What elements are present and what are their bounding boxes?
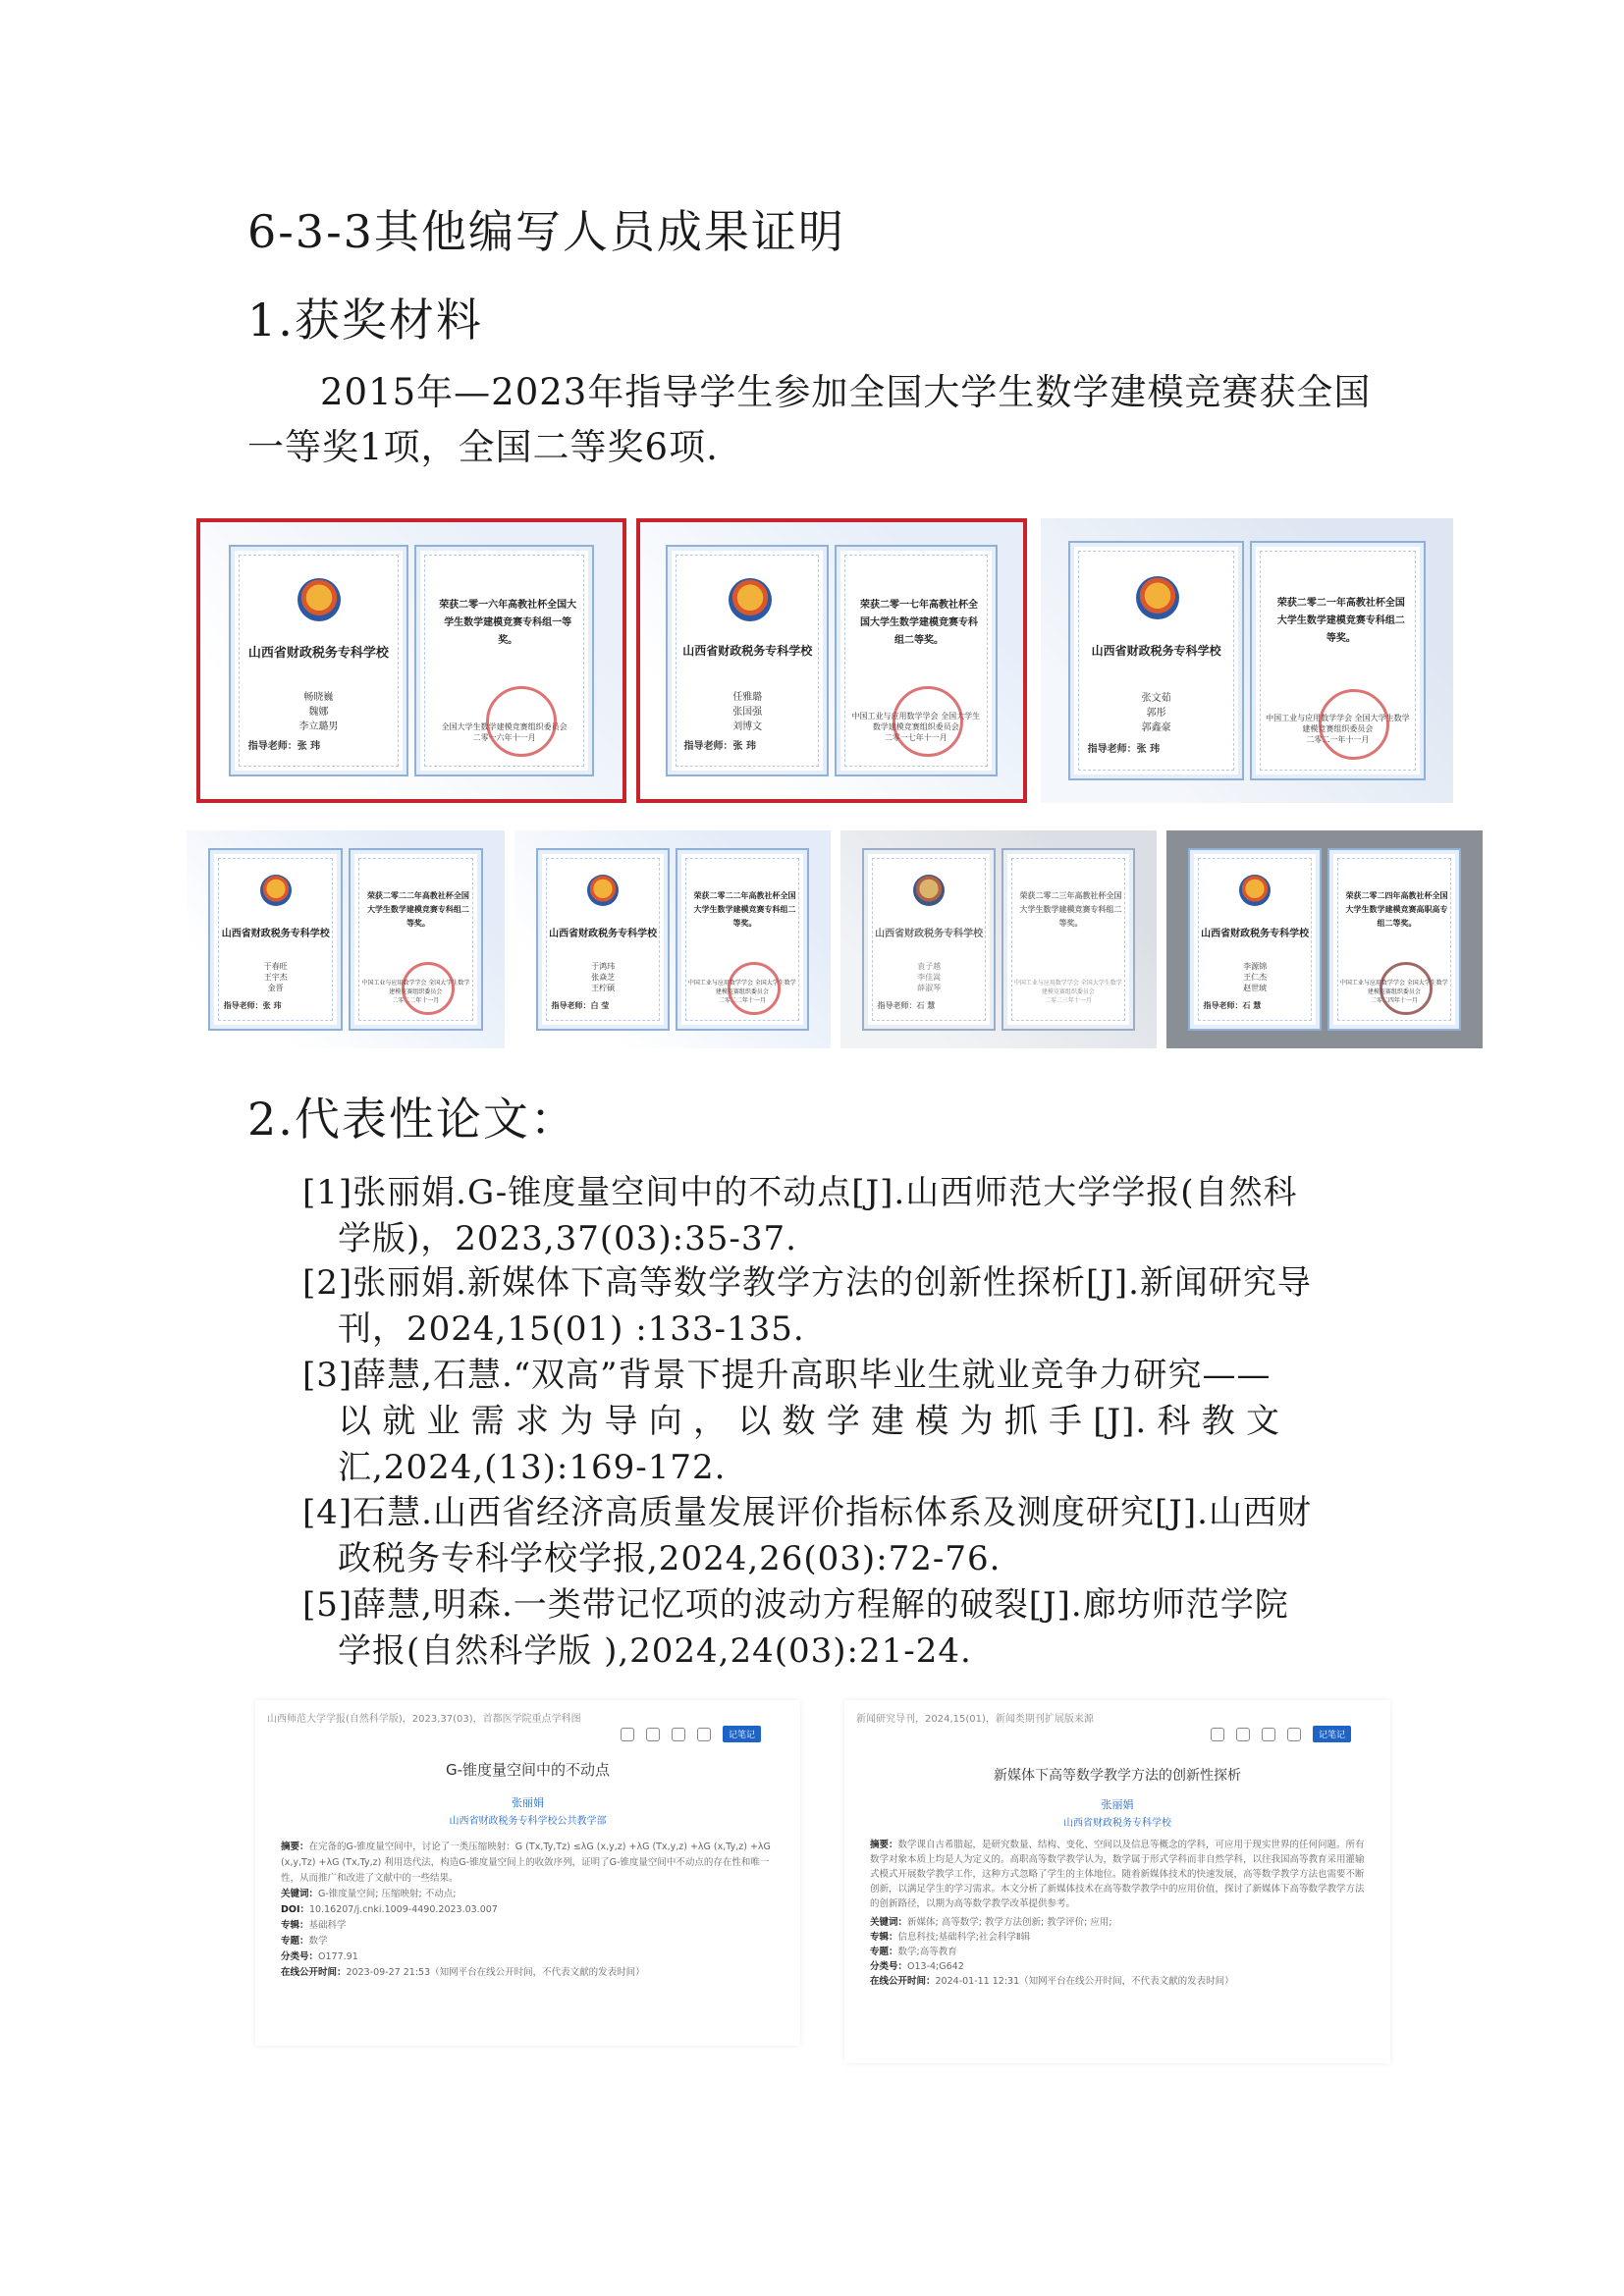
reference-line: [3]薛慧,石慧.“双高”背景下提升高职毕业生就业竞争力研究—— [302, 1356, 1272, 1395]
cert-student: 王宇杰 [263, 972, 288, 982]
certificate-4 [187, 830, 505, 1048]
cumcm-logo-icon [298, 578, 341, 621]
quote-icon[interactable] [1287, 1728, 1301, 1741]
cert-student: 任雅璐 [732, 691, 763, 703]
cert-student: 张文茹 [1141, 692, 1171, 704]
cert-student: 郭鑫豪 [1141, 721, 1171, 733]
quote-icon[interactable] [697, 1728, 711, 1741]
cert-students [877, 961, 980, 993]
cert-teacher: 指导老师：张 玮 [223, 1001, 282, 1010]
online-label: 在线公开时间： [870, 1976, 936, 1987]
cert-date: 二零二一年十一月 [1306, 735, 1370, 745]
class-row [281, 1949, 775, 1965]
cert-award: 荣获二零一七年高教社杯全国大学生数学建模竞赛专科组二等奖。 [860, 599, 979, 646]
cert-student: 赵世琥 [1243, 983, 1268, 992]
cert-date: 二零一七年十一月 [884, 732, 947, 742]
topic-label: 专题： [870, 1947, 898, 1957]
abstract-label: 摘要： [870, 1840, 898, 1850]
cert-award: 荣获二零一六年高教社杯全国大学生数学建模竞赛专科组一等奖。 [439, 599, 577, 646]
red-seal-icon [1319, 689, 1389, 760]
awards-summary [247, 365, 1406, 475]
class-label: 分类号： [870, 1961, 908, 1972]
papers-heading: 2.代表性论文： [247, 1093, 577, 1146]
cert-school: 山西省财政税务专科学校 [682, 644, 813, 659]
keywords-text[interactable]: G-锥度量空间; 压缩映射; 不动点; [318, 1889, 457, 1899]
cert-students [684, 688, 811, 732]
cumcm-logo-icon [729, 578, 772, 621]
cert-students [551, 961, 654, 993]
topic-label: 专题： [281, 1936, 309, 1947]
screenshot-source: 山西师范大学学报(自然科学版)，2023,37(03)，首都医学院重点学科图 [267, 1714, 581, 1725]
reference-line: 学版)，2023,37(03):35-37. [338, 1219, 797, 1258]
cert-student: 李立璐男 [298, 721, 339, 732]
paper-affiliation[interactable]: 山西省财政税务专科学校公共教学部 [449, 1816, 607, 1827]
reference-3 [302, 1353, 1284, 1491]
paper-author[interactable]: 张丽娟 [1101, 1798, 1134, 1811]
red-seal-icon [402, 962, 455, 1015]
cert-teacher: 指导老师：张 玮 [1087, 743, 1161, 755]
awards-summary-line1: 2015年—2023年指导学生参加全国大学生数学建模竞赛获全国 [320, 371, 1372, 413]
cert-student: 张焱芝 [591, 972, 616, 982]
cert-student: 金晋 [267, 983, 284, 992]
doi-row [281, 1902, 775, 1918]
cert-student: 王仁杰 [1243, 972, 1268, 982]
cert-org [1014, 978, 1123, 1004]
paper-meta [281, 1840, 775, 1981]
cert-org-name: 全国大学生数学建模竞赛组织委员会 [441, 721, 568, 731]
cert-student: 张国强 [732, 706, 763, 718]
cert-date: 二零一六年十一月 [472, 732, 536, 742]
cumcm-logo-icon [1239, 875, 1271, 906]
paper-title: G-锥度量空间中的不动点 [445, 1761, 611, 1779]
share-icon[interactable] [672, 1728, 685, 1741]
certificate-5 [514, 830, 831, 1048]
cert-award: 荣获二零二一年高教社杯全国大学生数学建模竞赛专科组二等奖。 [1276, 597, 1405, 644]
cert-school: 山西省财政税务专科学校 [1201, 929, 1310, 940]
online-row [870, 1974, 1365, 1989]
reference-line: 以就业需求为导向，以数学建模为抓手[J].科教文 [338, 1402, 1280, 1441]
cert-teacher: 指导老师：石 慧 [877, 1001, 936, 1010]
subject-label: 专辑： [281, 1920, 309, 1931]
paper-author[interactable]: 张丽娟 [512, 1796, 544, 1809]
paper-screenshot-2 [844, 1700, 1390, 2063]
cert-student: 袁子越 [917, 961, 942, 971]
cert-student: 薛淑琴 [917, 983, 942, 992]
topic-text: 数学 [308, 1936, 328, 1947]
cert-award: 荣获二零二二年高教社杯全国大学生数学建模竞赛专科组二等奖。 [366, 890, 469, 928]
reference-line: 刊，2024,15(01) :133-135. [338, 1309, 805, 1349]
red-seal-icon [1380, 962, 1433, 1015]
reference-line: [2]张丽娟.新媒体下高等数学教学方法的创新性探析[J].新闻研究导 [302, 1263, 1312, 1303]
red-seal-icon [728, 962, 781, 1015]
cert-award: 荣获二零二二年高教社杯全国大学生数学建模竞赛专科组二等奖。 [693, 890, 796, 928]
cert-students [1088, 689, 1225, 733]
cert-school: 山西省财政税务专科学校 [549, 929, 658, 940]
cert-org-name: 中国工业与应用数学学会 全国大学生数学建模竞赛组织委员会 [1013, 979, 1122, 995]
reference-line: [1]张丽娟.G-锥度量空间中的不动点[J].山西师范大学学报(自然科 [302, 1173, 1298, 1212]
cert-org-name: 中国工业与应用数学学会 全国大学生数学建模竞赛组织委员会 [1266, 714, 1410, 734]
cert-date: 二零二三年十一月 [1044, 996, 1092, 1004]
cert-school: 山西省财政税务专科学校 [247, 646, 389, 662]
cert-award: 荣获二零二三年高教社杯全国大学生数学建模竞赛专科组二等奖。 [1019, 890, 1122, 928]
cert-org-name: 中国工业与应用数学学会 全国大学生数学建模竞赛组织委员会 [687, 979, 796, 995]
screenshot-source: 新闻研究导刊，2024,15(01)，新闻类期刊扩展版来源 [856, 1714, 1094, 1725]
awards-heading: 1.获奖材料 [247, 294, 483, 347]
red-seal-icon [893, 686, 963, 757]
online-text: 2023-09-27 21:53（知网平台在线公开时间，不代表文献的发表时间） [346, 1967, 645, 1978]
cert-date: 二零二二年十一月 [392, 996, 440, 1004]
paper-meta [870, 1838, 1365, 1989]
subject-row [281, 1918, 775, 1934]
cert-student: 李源锦 [1243, 961, 1268, 971]
cert-students [224, 961, 328, 993]
favorite-icon[interactable] [646, 1728, 660, 1741]
reference-line: 学报(自然科学版 ),2024,24(03):21-24. [338, 1631, 972, 1671]
cert-org-name: 中国工业与应用数学学会 全国大学生数学建模竞赛组织委员会 [361, 979, 470, 995]
certificate-6 [840, 830, 1157, 1048]
abstract-text: 数学课自古希腊起，是研究数量、结构、变化、空间以及信息等概念的学科，可应用于现实世界的任何问题。所有数学对象本质上均是人为定义的。高职高等数学教学认为，数学属于形式学科而非自然学科，以往我国高等教育采用灌输式模式开展数学教学工作，这种方式忽略了学生的主体地位。随着新媒体技术的快速发展，高等数学教学方法也需要不断创新，以满足学生的学习需求。本文分析了新媒体技术在高等数学教学中的应用价值，探讨了新媒体下高等数学教学方法的创新路径，以期为高等数学教学改革提供参考。 [870, 1840, 1365, 1909]
cert-school: 山西省财政税务专科学校 [221, 929, 330, 940]
reference-2 [302, 1260, 1312, 1353]
certificate-7 [1166, 830, 1483, 1048]
doi-text: 10.16207/j.cnki.1009-4490.2023.03.007 [309, 1904, 498, 1915]
cert-date: 二零二四年十一月 [1370, 996, 1418, 1004]
subject-text: 信息科技;基础科学;社会科学Ⅱ辑 [897, 1932, 1031, 1943]
cumcm-logo-icon [260, 875, 292, 906]
cert-student: 魏娜 [308, 706, 329, 718]
keywords-text[interactable]: 新媒体; 高等数学; 教学方法创新; 教学评价; 应用; [907, 1917, 1112, 1928]
section-title: 6-3-3其他编写人员成果证明 [247, 205, 845, 258]
awards-summary-line2: 一等奖1项，全国二等奖6项. [247, 426, 719, 468]
share-icon[interactable] [1262, 1728, 1275, 1741]
cumcm-logo-icon [913, 875, 945, 906]
cert-teacher: 指导老师：白 莹 [551, 1001, 610, 1010]
online-text: 2024-01-11 12:31（知网平台在线公开时间，不代表文献的发表时间） [935, 1976, 1234, 1987]
paper-affiliation[interactable]: 山西省财政税务专科学校 [1063, 1818, 1171, 1829]
subject-text: 基础科学 [308, 1920, 347, 1931]
paper-title: 新媒体下高等数学教学方法的创新性探析 [994, 1768, 1241, 1784]
cumcm-logo-icon [587, 875, 619, 906]
keywords-row [281, 1887, 775, 1902]
abstract-label: 摘要： [281, 1842, 309, 1852]
note-button[interactable]: 记笔记 [723, 1726, 761, 1742]
cert-student: 李佳嵩 [917, 972, 942, 982]
online-label: 在线公开时间： [281, 1967, 347, 1978]
reference-5 [302, 1582, 1289, 1675]
cert-student: 王柠碩 [591, 983, 616, 992]
cert-students [248, 688, 389, 732]
class-row [870, 1959, 1365, 1974]
subject-label: 专辑： [870, 1932, 898, 1943]
certificate-1 [196, 518, 626, 803]
class-text: O13-4;G642 [907, 1961, 964, 1972]
doi-label: DOI： [281, 1904, 309, 1915]
abstract [870, 1838, 1365, 1911]
cert-student: 刘博文 [732, 721, 763, 732]
favorite-icon[interactable] [1236, 1728, 1250, 1741]
reference-4 [302, 1490, 1312, 1582]
keywords-label: 关键词： [281, 1889, 319, 1899]
cert-student: 郭彤 [1146, 707, 1166, 719]
subject-row [870, 1930, 1365, 1945]
abstract-text: 在完备的G-锥度量空间中，讨论了一类压缩映射：G (Tx,Ty,Tz) ≤λG (x,y,z) +λG (Tx,y,z) +λG (x,Ty,z) +λG (x,y,Tz) +λG (Tx,Ty,z) 利用迭代法，构造G-锥度量空间上的收敛序列，证明了G-锥度量空间中不动点的存在性和唯一性，从而推广和改进了文献中的一些结果。 [281, 1842, 771, 1884]
note-button[interactable]: 记笔记 [1313, 1726, 1351, 1742]
toolbar [621, 1726, 761, 1742]
topic-row [870, 1945, 1365, 1959]
cert-students [1203, 961, 1306, 993]
keywords-row [870, 1915, 1365, 1930]
reference-1 [302, 1170, 1298, 1262]
reference-line: 政税务专科学校学报,2024,26(03):72-76. [338, 1539, 1001, 1578]
cert-student: 于春旺 [263, 961, 288, 971]
download-icon[interactable] [621, 1728, 634, 1741]
cert-school: 山西省财政税务专科学校 [875, 929, 984, 940]
cumcm-logo-icon [1136, 576, 1179, 619]
class-label: 分类号： [281, 1951, 319, 1962]
reference-line: [5]薛慧,明森.一类带记忆项的波动方程解的破裂[J].廊坊师范学院 [302, 1585, 1289, 1625]
cert-student: 于鸿玮 [591, 961, 616, 971]
reference-line: [4]石慧.山西省经济高质量发展评价指标体系及测度研究[J].山西财 [302, 1493, 1312, 1532]
cert-school: 山西省财政税务专科学校 [1091, 643, 1221, 658]
red-seal-icon [486, 686, 557, 757]
topic-row [281, 1934, 775, 1949]
abstract [281, 1840, 775, 1887]
class-text: O177.91 [318, 1951, 358, 1962]
certificate-2 [636, 518, 1027, 803]
cert-date: 二零二二年十一月 [718, 996, 766, 1004]
cert-org-name: 中国工业与应用数学学会 全国大学生数学建模竞赛组织委员会 [851, 711, 981, 731]
paper-screenshot-1 [255, 1700, 800, 2046]
toolbar [1211, 1726, 1351, 1742]
topic-text: 数学;高等教育 [897, 1947, 957, 1957]
download-icon[interactable] [1211, 1728, 1224, 1741]
online-row [281, 1965, 775, 1981]
keywords-label: 关键词： [870, 1917, 908, 1928]
cert-award: 荣获二零二四年高教社杯全国大学生数学建模竞赛高职高专组二等奖。 [1345, 890, 1448, 928]
cert-teacher: 指导老师：张 玮 [247, 741, 321, 753]
reference-line: 汇,2024,(13):169-172. [338, 1448, 727, 1487]
cert-teacher: 指导老师：石 慧 [1203, 1001, 1262, 1010]
cert-teacher: 指导老师：张 玮 [683, 741, 757, 753]
cert-org-name: 中国工业与应用数学学会 全国大学生数学建模竞赛组织委员会 [1339, 979, 1448, 995]
cert-student: 畅晓巍 [303, 691, 334, 703]
certificate-3 [1041, 518, 1453, 803]
